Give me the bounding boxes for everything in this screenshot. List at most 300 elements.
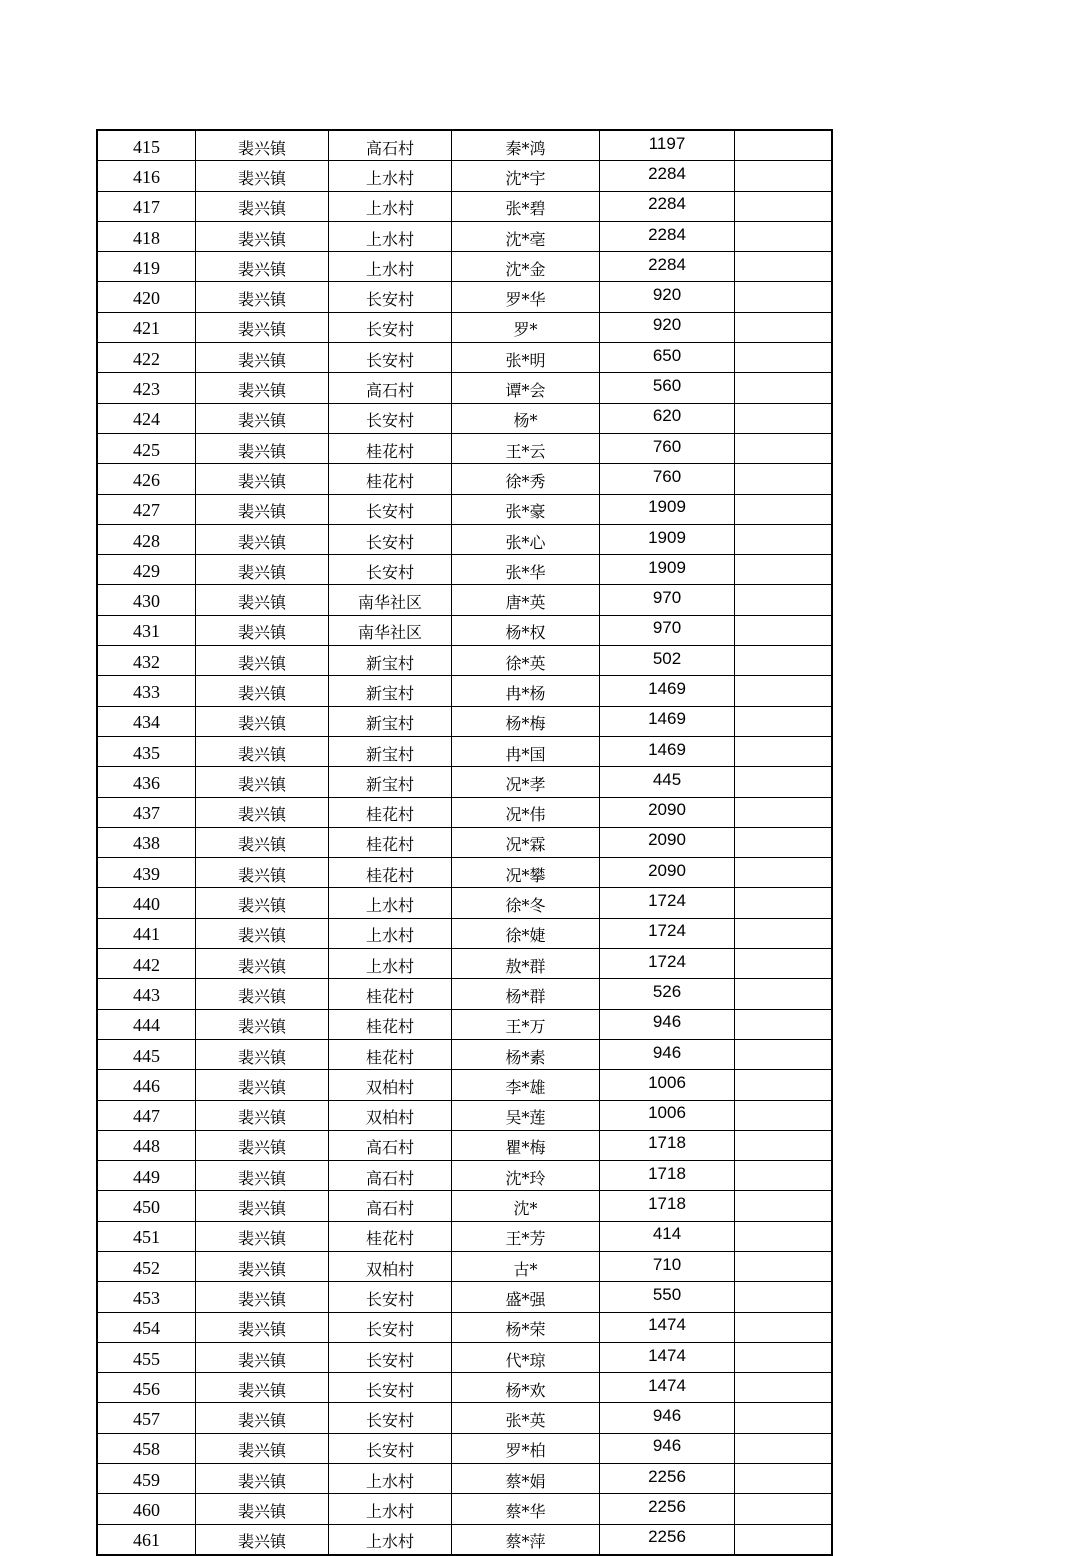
cell-person-name: 杨*群 xyxy=(452,979,600,1009)
cell-village: 长安村 xyxy=(329,524,452,554)
table-row xyxy=(97,1403,832,1433)
cell-person-name: 杨*权 xyxy=(452,615,600,645)
cell-serial-number: 454 xyxy=(97,1312,196,1342)
cell-remark xyxy=(735,1191,833,1221)
cell-village: 桂花村 xyxy=(329,464,452,494)
cell-village: 桂花村 xyxy=(329,1009,452,1039)
cell-village: 双柏村 xyxy=(329,1100,452,1130)
cell-village: 上水村 xyxy=(329,888,452,918)
cell-remark xyxy=(735,221,833,251)
table-row xyxy=(97,282,832,312)
cell-person-name: 冉*国 xyxy=(452,736,600,766)
cell-person-name: 冉*杨 xyxy=(452,676,600,706)
cell-serial-number: 444 xyxy=(97,1009,196,1039)
cell-amount: 1718 xyxy=(600,1161,735,1191)
cell-town: 裴兴镇 xyxy=(196,343,329,373)
cell-amount: 920 xyxy=(600,282,735,312)
cell-town: 裴兴镇 xyxy=(196,706,329,736)
cell-serial-number: 421 xyxy=(97,312,196,342)
cell-remark xyxy=(735,555,833,585)
cell-remark xyxy=(735,403,833,433)
cell-town: 裴兴镇 xyxy=(196,646,329,676)
cell-person-name: 杨*欢 xyxy=(452,1373,600,1403)
cell-amount: 946 xyxy=(600,1433,735,1463)
cell-remark xyxy=(735,1312,833,1342)
cell-town: 裴兴镇 xyxy=(196,1100,329,1130)
cell-amount: 2090 xyxy=(600,797,735,827)
cell-amount: 2256 xyxy=(600,1524,735,1555)
table-row xyxy=(97,373,832,403)
cell-serial-number: 460 xyxy=(97,1494,196,1524)
cell-amount: 445 xyxy=(600,767,735,797)
cell-town: 裴兴镇 xyxy=(196,1433,329,1463)
cell-town: 裴兴镇 xyxy=(196,888,329,918)
cell-town: 裴兴镇 xyxy=(196,221,329,251)
cell-serial-number: 451 xyxy=(97,1221,196,1251)
cell-serial-number: 433 xyxy=(97,676,196,706)
cell-town: 裴兴镇 xyxy=(196,555,329,585)
cell-serial-number: 455 xyxy=(97,1342,196,1372)
table-row xyxy=(97,464,832,494)
cell-village: 桂花村 xyxy=(329,827,452,857)
cell-person-name: 王*芳 xyxy=(452,1221,600,1251)
cell-amount: 650 xyxy=(600,343,735,373)
cell-serial-number: 424 xyxy=(97,403,196,433)
table-row xyxy=(97,1373,832,1403)
cell-town: 裴兴镇 xyxy=(196,1403,329,1433)
table-row xyxy=(97,524,832,554)
cell-serial-number: 420 xyxy=(97,282,196,312)
cell-remark xyxy=(735,949,833,979)
cell-person-name: 敖*群 xyxy=(452,949,600,979)
cell-serial-number: 443 xyxy=(97,979,196,1009)
table-row xyxy=(97,1039,832,1069)
cell-serial-number: 442 xyxy=(97,949,196,979)
cell-village: 长安村 xyxy=(329,403,452,433)
cell-village: 新宝村 xyxy=(329,646,452,676)
cell-amount: 1197 xyxy=(600,130,735,161)
cell-serial-number: 428 xyxy=(97,524,196,554)
cell-village: 上水村 xyxy=(329,1464,452,1494)
cell-serial-number: 458 xyxy=(97,1433,196,1463)
cell-person-name: 况*攀 xyxy=(452,858,600,888)
cell-town: 裴兴镇 xyxy=(196,191,329,221)
cell-serial-number: 438 xyxy=(97,827,196,857)
cell-town: 裴兴镇 xyxy=(196,1130,329,1160)
table-row xyxy=(97,949,832,979)
table-row xyxy=(97,615,832,645)
cell-village: 高石村 xyxy=(329,1161,452,1191)
cell-amount: 1006 xyxy=(600,1100,735,1130)
cell-serial-number: 459 xyxy=(97,1464,196,1494)
cell-amount: 1469 xyxy=(600,676,735,706)
cell-village: 长安村 xyxy=(329,1403,452,1433)
cell-town: 裴兴镇 xyxy=(196,1373,329,1403)
cell-person-name: 蔡*娟 xyxy=(452,1464,600,1494)
table-row xyxy=(97,161,832,191)
cell-village: 长安村 xyxy=(329,1282,452,1312)
cell-amount: 2090 xyxy=(600,827,735,857)
cell-serial-number: 431 xyxy=(97,615,196,645)
cell-serial-number: 447 xyxy=(97,1100,196,1130)
cell-remark xyxy=(735,252,833,282)
table-row xyxy=(97,797,832,827)
cell-village: 桂花村 xyxy=(329,1221,452,1251)
cell-village: 双柏村 xyxy=(329,1070,452,1100)
cell-person-name: 况*孝 xyxy=(452,767,600,797)
cell-amount: 2284 xyxy=(600,161,735,191)
table-row xyxy=(97,979,832,1009)
cell-amount: 2256 xyxy=(600,1494,735,1524)
cell-village: 长安村 xyxy=(329,555,452,585)
cell-serial-number: 448 xyxy=(97,1130,196,1160)
cell-remark xyxy=(735,1130,833,1160)
cell-town: 裴兴镇 xyxy=(196,312,329,342)
cell-serial-number: 423 xyxy=(97,373,196,403)
cell-remark xyxy=(735,1282,833,1312)
cell-amount: 2284 xyxy=(600,252,735,282)
cell-serial-number: 419 xyxy=(97,252,196,282)
cell-remark xyxy=(735,1221,833,1251)
cell-village: 高石村 xyxy=(329,1191,452,1221)
table-row xyxy=(97,312,832,342)
cell-person-name: 代*琼 xyxy=(452,1342,600,1372)
cell-town: 裴兴镇 xyxy=(196,1039,329,1069)
cell-town: 裴兴镇 xyxy=(196,1161,329,1191)
cell-serial-number: 446 xyxy=(97,1070,196,1100)
cell-remark xyxy=(735,767,833,797)
table-row xyxy=(97,1191,832,1221)
cell-remark xyxy=(735,1251,833,1281)
cell-amount: 970 xyxy=(600,585,735,615)
cell-village: 南华社区 xyxy=(329,585,452,615)
cell-village: 新宝村 xyxy=(329,676,452,706)
cell-amount: 1909 xyxy=(600,494,735,524)
cell-person-name: 罗*柏 xyxy=(452,1433,600,1463)
cell-serial-number: 426 xyxy=(97,464,196,494)
table-row xyxy=(97,130,832,161)
cell-serial-number: 437 xyxy=(97,797,196,827)
cell-amount: 760 xyxy=(600,464,735,494)
cell-person-name: 蔡*萍 xyxy=(452,1524,600,1555)
table-row xyxy=(97,221,832,251)
cell-village: 新宝村 xyxy=(329,736,452,766)
cell-serial-number: 416 xyxy=(97,161,196,191)
cell-person-name: 沈*玲 xyxy=(452,1161,600,1191)
cell-village: 长安村 xyxy=(329,1433,452,1463)
cell-amount: 1724 xyxy=(600,949,735,979)
cell-village: 长安村 xyxy=(329,1342,452,1372)
cell-person-name: 古* xyxy=(452,1251,600,1281)
cell-amount: 1469 xyxy=(600,736,735,766)
cell-town: 裴兴镇 xyxy=(196,1342,329,1372)
cell-remark xyxy=(735,585,833,615)
cell-village: 上水村 xyxy=(329,191,452,221)
cell-remark xyxy=(735,1464,833,1494)
cell-town: 裴兴镇 xyxy=(196,858,329,888)
cell-town: 裴兴镇 xyxy=(196,464,329,494)
cell-serial-number: 434 xyxy=(97,706,196,736)
cell-remark xyxy=(735,615,833,645)
cell-remark xyxy=(735,736,833,766)
cell-person-name: 沈*金 xyxy=(452,252,600,282)
cell-village: 长安村 xyxy=(329,1373,452,1403)
cell-amount: 1474 xyxy=(600,1312,735,1342)
cell-remark xyxy=(735,524,833,554)
cell-amount: 1909 xyxy=(600,524,735,554)
cell-amount: 1909 xyxy=(600,555,735,585)
cell-serial-number: 461 xyxy=(97,1524,196,1555)
cell-town: 裴兴镇 xyxy=(196,282,329,312)
cell-town: 裴兴镇 xyxy=(196,1494,329,1524)
table-row xyxy=(97,1282,832,1312)
table-row xyxy=(97,827,832,857)
cell-person-name: 徐*秀 xyxy=(452,464,600,494)
cell-village: 双柏村 xyxy=(329,1251,452,1281)
cell-town: 裴兴镇 xyxy=(196,1009,329,1039)
cell-remark xyxy=(735,1100,833,1130)
cell-serial-number: 457 xyxy=(97,1403,196,1433)
cell-town: 裴兴镇 xyxy=(196,736,329,766)
cell-serial-number: 429 xyxy=(97,555,196,585)
cell-village: 长安村 xyxy=(329,343,452,373)
cell-remark xyxy=(735,918,833,948)
cell-town: 裴兴镇 xyxy=(196,585,329,615)
cell-person-name: 张*心 xyxy=(452,524,600,554)
cell-person-name: 王*万 xyxy=(452,1009,600,1039)
cell-village: 上水村 xyxy=(329,252,452,282)
table-row xyxy=(97,918,832,948)
table-row xyxy=(97,555,832,585)
cell-town: 裴兴镇 xyxy=(196,130,329,161)
cell-serial-number: 422 xyxy=(97,343,196,373)
cell-remark xyxy=(735,494,833,524)
cell-remark xyxy=(735,858,833,888)
data-table xyxy=(96,129,833,1556)
cell-amount: 1724 xyxy=(600,888,735,918)
cell-remark xyxy=(735,161,833,191)
cell-person-name: 杨* xyxy=(452,403,600,433)
cell-remark xyxy=(735,676,833,706)
cell-remark xyxy=(735,1433,833,1463)
cell-person-name: 盛*强 xyxy=(452,1282,600,1312)
cell-serial-number: 425 xyxy=(97,433,196,463)
table-row xyxy=(97,1221,832,1251)
cell-amount: 2090 xyxy=(600,858,735,888)
cell-remark xyxy=(735,1039,833,1069)
cell-remark xyxy=(735,1009,833,1039)
cell-village: 上水村 xyxy=(329,949,452,979)
table-row xyxy=(97,858,832,888)
cell-serial-number: 439 xyxy=(97,858,196,888)
cell-village: 桂花村 xyxy=(329,979,452,1009)
cell-village: 桂花村 xyxy=(329,858,452,888)
cell-amount: 414 xyxy=(600,1221,735,1251)
cell-town: 裴兴镇 xyxy=(196,615,329,645)
cell-amount: 946 xyxy=(600,1039,735,1069)
cell-town: 裴兴镇 xyxy=(196,1464,329,1494)
cell-town: 裴兴镇 xyxy=(196,1524,329,1555)
table-row xyxy=(97,888,832,918)
table-row xyxy=(97,403,832,433)
cell-town: 裴兴镇 xyxy=(196,1191,329,1221)
cell-amount: 2284 xyxy=(600,221,735,251)
cell-serial-number: 450 xyxy=(97,1191,196,1221)
cell-amount: 710 xyxy=(600,1251,735,1281)
cell-village: 南华社区 xyxy=(329,615,452,645)
cell-remark xyxy=(735,1403,833,1433)
cell-town: 裴兴镇 xyxy=(196,918,329,948)
cell-village: 新宝村 xyxy=(329,767,452,797)
table-row xyxy=(97,191,832,221)
cell-town: 裴兴镇 xyxy=(196,1282,329,1312)
cell-village: 上水村 xyxy=(329,1524,452,1555)
cell-village: 长安村 xyxy=(329,1312,452,1342)
cell-remark xyxy=(735,1070,833,1100)
cell-person-name: 张*豪 xyxy=(452,494,600,524)
cell-remark xyxy=(735,464,833,494)
table-row xyxy=(97,676,832,706)
cell-remark xyxy=(735,706,833,736)
cell-town: 裴兴镇 xyxy=(196,433,329,463)
cell-town: 裴兴镇 xyxy=(196,524,329,554)
cell-amount: 1474 xyxy=(600,1373,735,1403)
cell-town: 裴兴镇 xyxy=(196,1251,329,1281)
cell-person-name: 蔡*华 xyxy=(452,1494,600,1524)
cell-amount: 970 xyxy=(600,615,735,645)
table-body xyxy=(97,130,832,1555)
cell-serial-number: 436 xyxy=(97,767,196,797)
table-row xyxy=(97,494,832,524)
cell-village: 新宝村 xyxy=(329,706,452,736)
cell-remark xyxy=(735,433,833,463)
table-row xyxy=(97,1100,832,1130)
cell-village: 长安村 xyxy=(329,282,452,312)
table-row xyxy=(97,646,832,676)
table-row xyxy=(97,1464,832,1494)
cell-amount: 526 xyxy=(600,979,735,1009)
cell-village: 上水村 xyxy=(329,221,452,251)
cell-person-name: 张*英 xyxy=(452,1403,600,1433)
cell-amount: 946 xyxy=(600,1403,735,1433)
cell-village: 上水村 xyxy=(329,161,452,191)
cell-person-name: 徐*英 xyxy=(452,646,600,676)
cell-person-name: 张*华 xyxy=(452,555,600,585)
cell-person-name: 罗* xyxy=(452,312,600,342)
cell-person-name: 唐*英 xyxy=(452,585,600,615)
cell-person-name: 瞿*梅 xyxy=(452,1130,600,1160)
cell-town: 裴兴镇 xyxy=(196,494,329,524)
table-row xyxy=(97,1251,832,1281)
cell-village: 高石村 xyxy=(329,130,452,161)
cell-remark xyxy=(735,343,833,373)
table-row xyxy=(97,1433,832,1463)
table-row xyxy=(97,1070,832,1100)
cell-serial-number: 453 xyxy=(97,1282,196,1312)
table-row xyxy=(97,1342,832,1372)
cell-village: 上水村 xyxy=(329,918,452,948)
cell-person-name: 张*碧 xyxy=(452,191,600,221)
cell-town: 裴兴镇 xyxy=(196,252,329,282)
cell-remark xyxy=(735,888,833,918)
cell-village: 桂花村 xyxy=(329,797,452,827)
cell-town: 裴兴镇 xyxy=(196,827,329,857)
cell-amount: 620 xyxy=(600,403,735,433)
cell-village: 高石村 xyxy=(329,373,452,403)
cell-remark xyxy=(735,1342,833,1372)
cell-serial-number: 441 xyxy=(97,918,196,948)
cell-serial-number: 456 xyxy=(97,1373,196,1403)
cell-remark xyxy=(735,979,833,1009)
cell-person-name: 况*霖 xyxy=(452,827,600,857)
cell-village: 长安村 xyxy=(329,312,452,342)
cell-town: 裴兴镇 xyxy=(196,949,329,979)
cell-amount: 550 xyxy=(600,1282,735,1312)
cell-remark xyxy=(735,191,833,221)
cell-town: 裴兴镇 xyxy=(196,797,329,827)
cell-town: 裴兴镇 xyxy=(196,373,329,403)
table-row xyxy=(97,1524,832,1555)
cell-serial-number: 432 xyxy=(97,646,196,676)
table-row xyxy=(97,1130,832,1160)
cell-person-name: 王*云 xyxy=(452,433,600,463)
cell-remark xyxy=(735,797,833,827)
cell-amount: 1718 xyxy=(600,1130,735,1160)
table-row xyxy=(97,252,832,282)
cell-amount: 560 xyxy=(600,373,735,403)
cell-village: 高石村 xyxy=(329,1130,452,1160)
cell-remark xyxy=(735,827,833,857)
cell-serial-number: 449 xyxy=(97,1161,196,1191)
cell-amount: 2256 xyxy=(600,1464,735,1494)
cell-amount: 1006 xyxy=(600,1070,735,1100)
cell-remark xyxy=(735,312,833,342)
cell-person-name: 杨*梅 xyxy=(452,706,600,736)
cell-serial-number: 440 xyxy=(97,888,196,918)
cell-remark xyxy=(735,1524,833,1555)
cell-amount: 1474 xyxy=(600,1342,735,1372)
cell-person-name: 沈*宇 xyxy=(452,161,600,191)
cell-remark xyxy=(735,1373,833,1403)
cell-town: 裴兴镇 xyxy=(196,676,329,706)
cell-amount: 1718 xyxy=(600,1191,735,1221)
cell-amount: 2284 xyxy=(600,191,735,221)
cell-person-name: 李*雄 xyxy=(452,1070,600,1100)
cell-person-name: 况*伟 xyxy=(452,797,600,827)
cell-person-name: 罗*华 xyxy=(452,282,600,312)
cell-remark xyxy=(735,130,833,161)
table-row xyxy=(97,767,832,797)
cell-person-name: 沈* xyxy=(452,1191,600,1221)
cell-town: 裴兴镇 xyxy=(196,1312,329,1342)
cell-serial-number: 418 xyxy=(97,221,196,251)
cell-town: 裴兴镇 xyxy=(196,161,329,191)
table-row xyxy=(97,736,832,766)
cell-person-name: 徐*冬 xyxy=(452,888,600,918)
cell-person-name: 谭*会 xyxy=(452,373,600,403)
cell-person-name: 徐*婕 xyxy=(452,918,600,948)
cell-village: 上水村 xyxy=(329,1494,452,1524)
cell-town: 裴兴镇 xyxy=(196,979,329,1009)
cell-serial-number: 417 xyxy=(97,191,196,221)
cell-person-name: 吴*莲 xyxy=(452,1100,600,1130)
cell-village: 长安村 xyxy=(329,494,452,524)
cell-serial-number: 435 xyxy=(97,736,196,766)
table-row xyxy=(97,1161,832,1191)
cell-village: 桂花村 xyxy=(329,1039,452,1069)
cell-remark xyxy=(735,282,833,312)
cell-amount: 1724 xyxy=(600,918,735,948)
